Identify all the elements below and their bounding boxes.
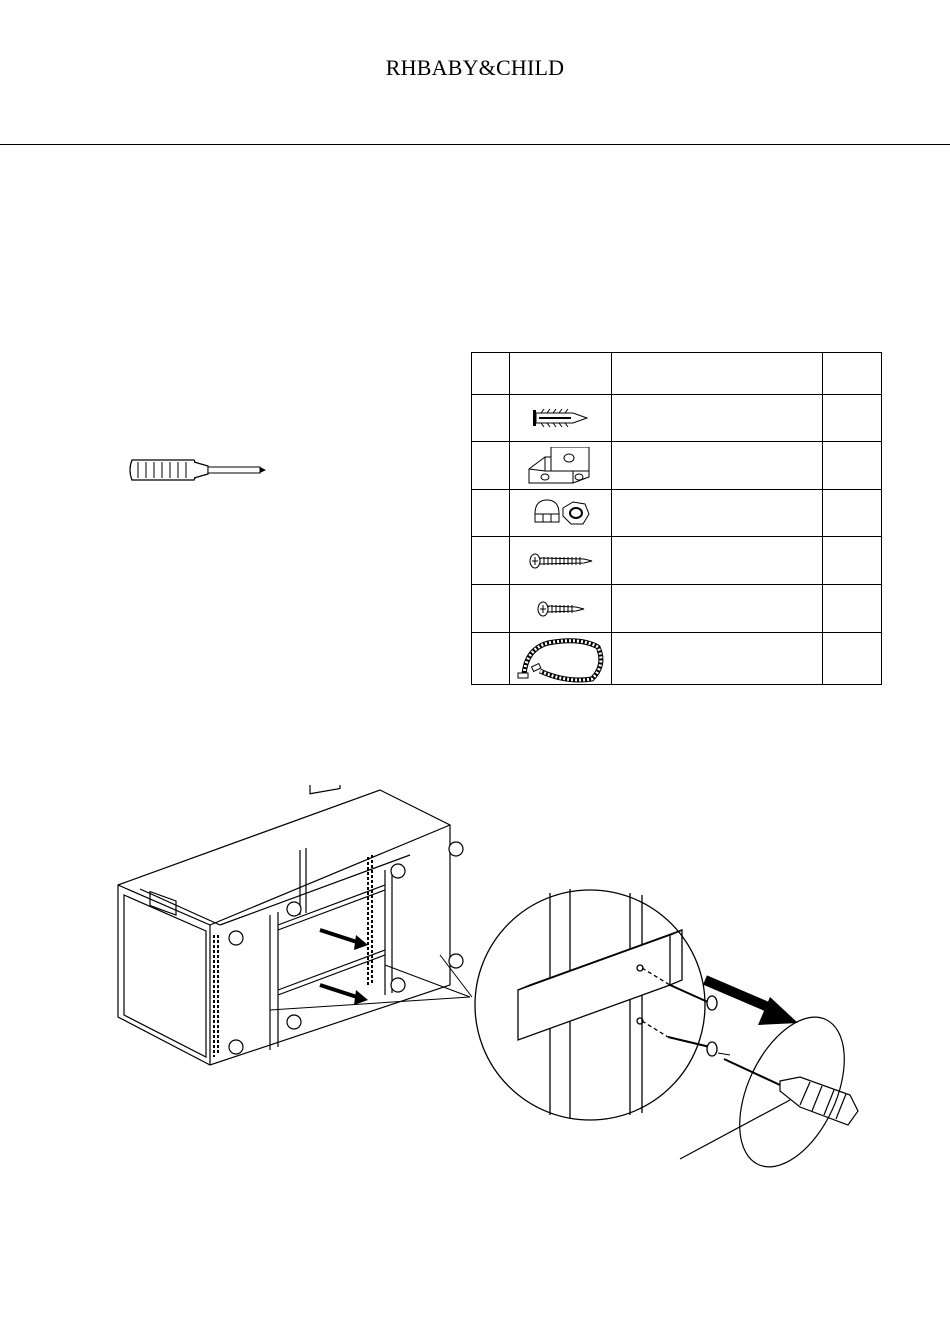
removal-arrow-icon — [705, 980, 798, 1025]
rotation-arrow-icon — [680, 1001, 866, 1175]
table-row — [472, 395, 882, 442]
table-row — [472, 442, 882, 490]
table-header-row — [472, 353, 882, 395]
safety-cable-icon — [510, 633, 612, 685]
header-rule — [0, 144, 950, 145]
table-row — [472, 585, 882, 633]
table-row — [472, 633, 882, 685]
column-header-2 — [510, 353, 612, 395]
long-screw-icon — [510, 537, 612, 585]
dresser-back-icon — [118, 785, 463, 1065]
brand-logo: RHBABY&CHILD — [385, 55, 565, 80]
column-header-4 — [823, 353, 882, 395]
cap-nut-icon — [510, 490, 612, 537]
detail-circle-icon — [475, 889, 717, 1120]
table-row — [472, 490, 882, 537]
short-screw-icon — [510, 585, 612, 633]
screwdriver-icon — [718, 1053, 858, 1125]
table-row — [472, 537, 882, 585]
wall-anchor-icon — [510, 395, 612, 442]
l-bracket-icon — [510, 442, 612, 490]
column-header-1 — [472, 353, 510, 395]
assembly-illustration — [110, 785, 870, 1180]
hardware-table — [471, 352, 882, 685]
column-header-3 — [612, 353, 823, 395]
phillips-screwdriver-icon — [124, 452, 269, 493]
